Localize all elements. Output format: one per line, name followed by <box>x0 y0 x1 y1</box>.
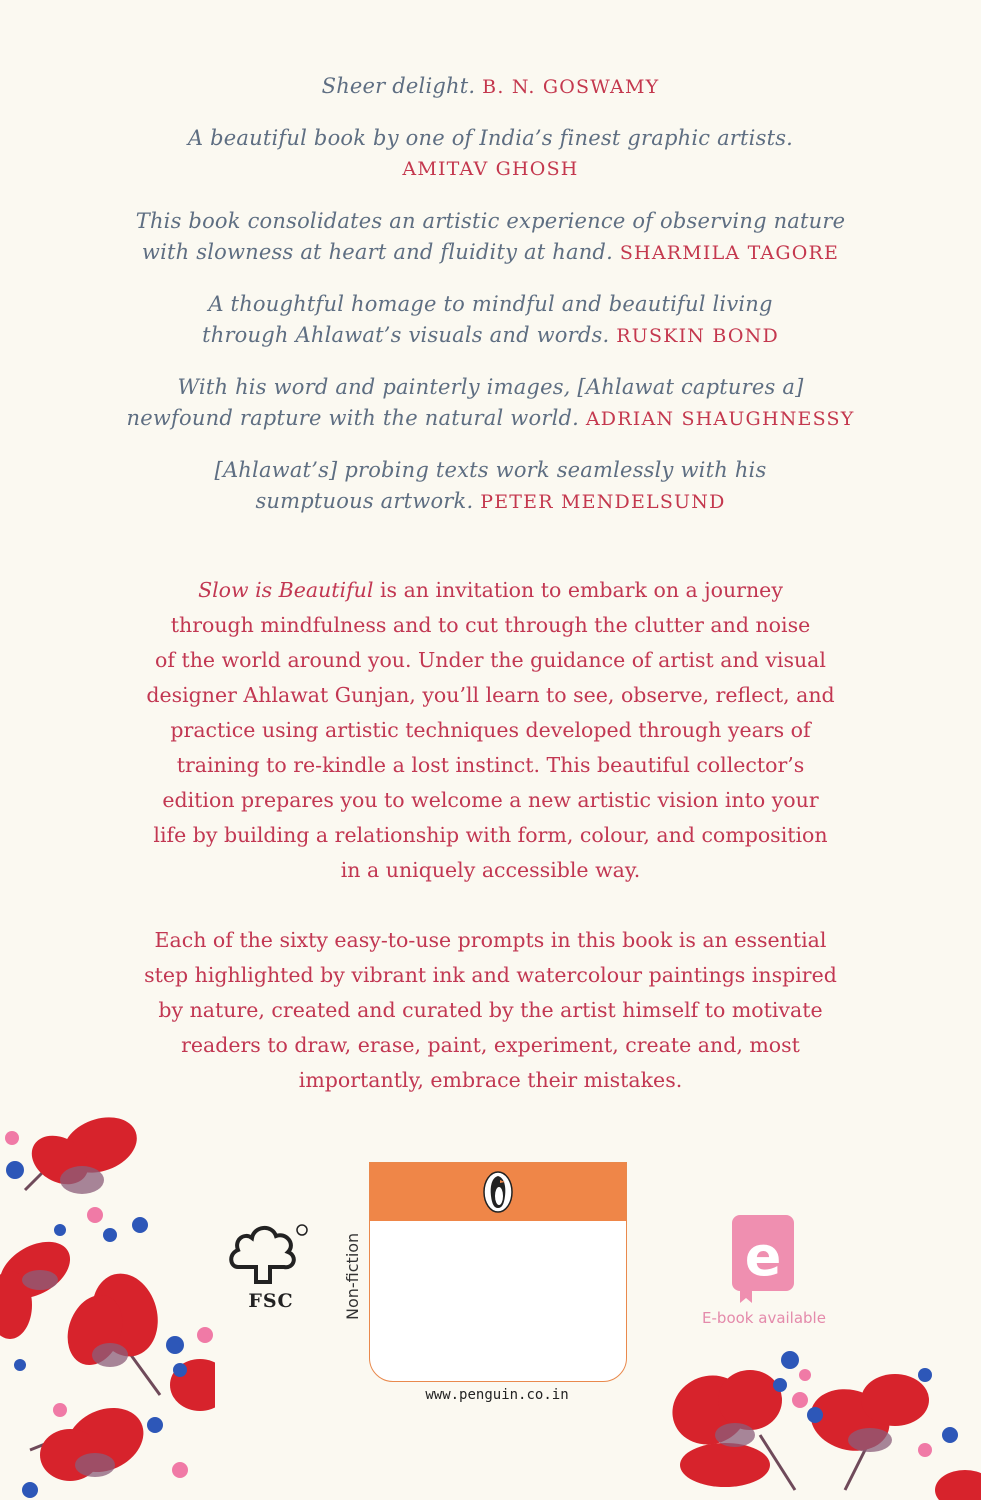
blurb-line: in a uniquely accessible way. <box>340 858 641 882</box>
blurb-paragraph-1 <box>120 573 861 888</box>
quote-line: [Ahlawat’s] probing texts work seamlessly with his <box>214 458 767 482</box>
quote-text: Sheer delight. <box>321 74 476 98</box>
quote-line: newfound rapture with the natural world. <box>126 406 579 430</box>
blurb-line: training to re-kindle a lost instinct. This beautiful collector’s <box>176 753 805 777</box>
blurb-line: designer Ahlawat Gunjan, you’ll learn to see, observe, reflect, and <box>146 683 835 707</box>
quote-author: AMITAV GHOSH <box>402 158 579 180</box>
quote-line: With his word and painterly images, [Ahlawat captures a] <box>177 375 804 399</box>
quote-shaughnessy <box>0 372 981 435</box>
quote-bond <box>0 289 981 352</box>
blurb-line: by nature, created and curated by the artist himself to motivate <box>158 998 823 1022</box>
quote-line: sumptuous artwork. <box>255 489 474 513</box>
quote-line: This book consolidates an artistic experience of observing nature <box>135 209 846 233</box>
book-title: Slow is Beautiful <box>198 578 374 602</box>
flower-illustration-left <box>0 1110 215 1500</box>
fsc-label: FSC <box>248 1290 294 1312</box>
ebook-label: E-book available <box>702 1309 826 1327</box>
blurb-line: of the world around you. Under the guidance of artist and visual <box>155 648 826 672</box>
badge-orange-band <box>370 1163 626 1221</box>
flower-illustration-right <box>665 1340 981 1500</box>
blurb-line: edition prepares you to welcome a new artistic vision into your <box>162 788 819 812</box>
quote-line: through Ahlawat’s visuals and words. <box>202 323 610 347</box>
blurb-line: step highlighted by vibrant ink and watercolour paintings inspired <box>144 963 837 987</box>
blurb-line: practice using artistic techniques developed through years of <box>170 718 811 742</box>
ebook-letter: e <box>744 1225 782 1288</box>
blurb-line: Each of the sixty easy-to-use prompts in this book is an essential <box>154 928 827 952</box>
quote-author: B. N. GOSWAMY <box>482 76 660 98</box>
penguin-logo-icon <box>482 1170 514 1214</box>
quote-ghosh <box>0 123 981 185</box>
quote-author: ADRIAN SHAUGHNESSY <box>585 408 855 430</box>
publisher-url[interactable]: www.penguin.co.in <box>425 1387 569 1403</box>
quote-author: PETER MENDELSUND <box>480 491 726 513</box>
quote-goswamy <box>0 71 981 103</box>
blurb-paragraph-2 <box>120 923 861 1098</box>
quote-line: with slowness at heart and fluidity at hand. <box>141 240 613 264</box>
quote-mendelsund <box>0 455 981 518</box>
penguin-badge <box>369 1162 627 1382</box>
quote-line: A thoughtful homage to mindful and beautiful living <box>208 292 773 316</box>
red-petals <box>0 1110 215 1484</box>
fsc-tree-icon <box>226 1222 308 1290</box>
quote-author: RUSKIN BOND <box>616 325 779 347</box>
quote-line: A beautiful book by one of India’s finest graphic artists. <box>187 126 794 150</box>
red-petals <box>665 1365 981 1500</box>
blurb-line: life by building a relationship with form, colour, and composition <box>153 823 828 847</box>
ebook-icon <box>730 1213 798 1305</box>
quote-author: SHARMILA TAGORE <box>619 242 840 264</box>
blurb-line: importantly, embrace their mistakes. <box>298 1068 683 1092</box>
category-label: Non-fiction <box>343 1232 362 1320</box>
blurb-line: through mindfulness and to cut through the clutter and noise <box>170 613 811 637</box>
blurb-line: readers to draw, erase, paint, experiment, create and, most <box>181 1033 800 1057</box>
blurb-line: is an invitation to embark on a journey <box>379 578 783 602</box>
quote-tagore <box>0 206 981 269</box>
